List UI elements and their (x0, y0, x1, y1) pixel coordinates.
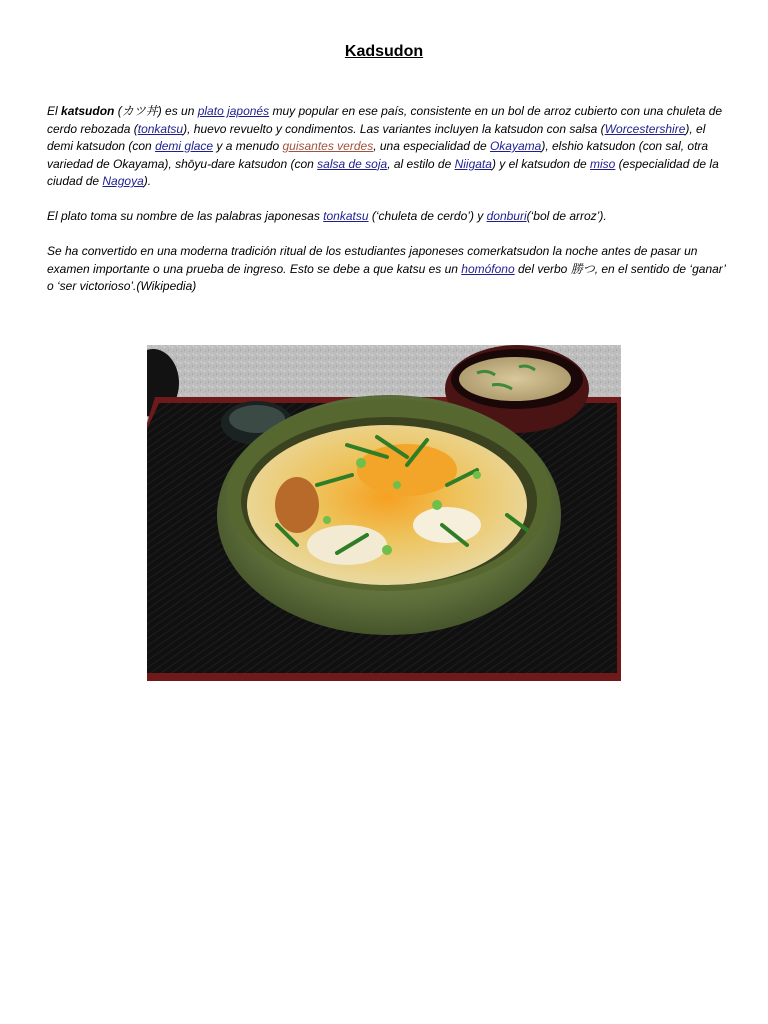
link-nagoya[interactable]: Nagoya (102, 174, 144, 188)
text-run: ), elshio katsudon (con sal, otra variedad de Okayama), shōyu-dare katsudon (con (47, 139, 709, 171)
text-run: (カツ丼) es un (114, 104, 198, 118)
text-run: , al estilo de (387, 156, 455, 171)
text-run: ), el demi katsudon (con (47, 121, 706, 153)
term-katsudon: katsudon (61, 104, 115, 118)
text-run: ). (143, 174, 152, 188)
text-run: (‘chuleta de cerdo’) y (368, 209, 487, 223)
paragraph-tradition (47, 243, 727, 296)
text-run: El plato toma su nombre de las palabras japonesas (47, 209, 324, 223)
link-niigata[interactable]: Niigata (454, 156, 492, 171)
text-run: El (47, 104, 62, 118)
text-run: y a menudo (213, 139, 283, 153)
text-run: , una especialidad de (373, 139, 490, 153)
link-tonkatsu[interactable]: tonkatsu (137, 121, 184, 136)
link-salsa-de-soja[interactable]: salsa de soja (317, 156, 388, 171)
text-run: (‘bol de arroz’). (526, 209, 607, 223)
text-run: ) y el katsudon de (491, 156, 590, 171)
paragraph-etymology (47, 208, 727, 226)
link-donburi[interactable]: donburi (486, 209, 527, 223)
text-run: del verbo 勝つ, en el sentido de ‘ganar’ o ‘ser victorioso’.(Wikipedia) (47, 261, 726, 293)
text-run: muy popular en ese país, consistente en un bol de arroz cubierto con una chuleta de cerdo rebozada ( (47, 104, 723, 136)
text-run: (especialidad de la ciudad de (47, 156, 719, 188)
link-miso[interactable]: miso (590, 156, 616, 171)
link-plato-japones[interactable]: plato japonés (197, 104, 270, 118)
link-tonkatsu-2[interactable]: tonkatsu (323, 209, 369, 223)
link-demi-glace[interactable]: demi glace (155, 139, 214, 153)
paragraph-intro (47, 103, 727, 191)
link-okayama[interactable]: Okayama (489, 139, 542, 153)
text-run: ), huevo revuelto y condimentos. Las variantes incluyen la katsudon con salsa ( (183, 121, 605, 136)
text-run: Se ha convertido en una moderna tradición ritual de los estudiantes japoneses comerkatsudon la noche antes de pasar un examen importante o una prueba de ingreso. Esto se debe a que katsu es un (47, 244, 698, 276)
link-homofono[interactable]: homófono (461, 261, 515, 276)
katsudon-photo (147, 345, 621, 681)
link-worcestershire[interactable]: Worcestershire (604, 121, 686, 136)
katsudon-illustration (147, 345, 621, 681)
page-title: Kadsudon (344, 43, 424, 60)
link-guisantes-verdes[interactable]: guisantes verdes (282, 139, 374, 153)
